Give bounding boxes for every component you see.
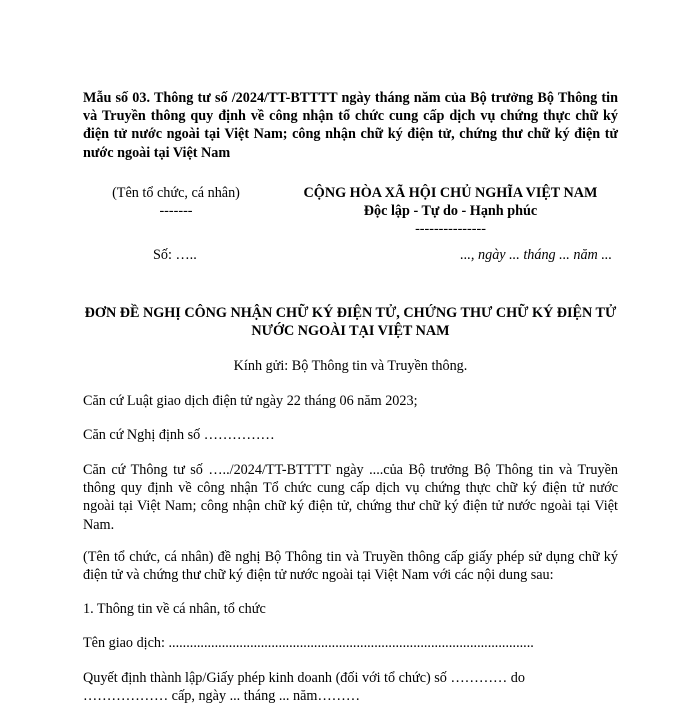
trade-name-line: Tên giao dịch: ....................................................................................................... (83, 635, 534, 651)
form-header-note: Mẫu số 03. Thông tư số /2024/TT-BTTTT ngày tháng năm của Bộ trưởng Bộ Thông tin và Truyền thông quy định về công nhận tổ chức cung cấp dịch vụ chứng thực chữ ký điện tử nước ngoài tại Việt Nam; công nhận chữ ký điện tử, chứng thư chữ ký điện tử nước ngoài tại Việt Nam (83, 90, 618, 161)
left-separator: ------- (159, 203, 193, 219)
national-motto: Độc lập - Tự do - Hạnh phúc (363, 203, 538, 219)
org-name-placeholder: (Tên tổ chức, cá nhân) (112, 185, 240, 201)
basis-decree: Căn cứ Nghị định số …………… (83, 427, 275, 443)
basis-circular: Căn cứ Thông tư số …../2024/TT-BTTTT ngày ....của Bộ trưởng Bộ Thông tin và Truyền thông quy định về công nhận Tổ chức cung cấp dịch vụ chứng thực chữ ký điện tử nước ngoài tại Việt Nam; công nhận chữ ký điện tử, chứng thư chữ ký điện tử nước ngoài tại Việt Nam. (83, 462, 618, 533)
document-number: Số: ….. (153, 247, 197, 263)
right-separator: --------------- (415, 221, 486, 237)
document-title: ĐƠN ĐỀ NGHỊ CÔNG NHẬN CHỮ KÝ ĐIỆN TỬ, CHỨNG THƯ CHỮ KÝ ĐIỆN TỬ NƯỚC NGOÀI TẠI VIỆT NAM (84, 305, 617, 340)
decision-line-2: ……………… cấp, ngày ... tháng ... năm……… (83, 688, 361, 704)
date-line: ..., ngày ... tháng ... năm ... (460, 247, 612, 263)
national-title: CỘNG HÒA XÃ HỘI CHỦ NGHĨA VIỆT NAM (303, 185, 598, 201)
recipient-line: Kính gửi: Bộ Thông tin và Truyền thông. (233, 358, 468, 374)
decision-line-1: Quyết định thành lập/Giấy phép kinh doanh (đối với tổ chức) số ………… do (83, 670, 525, 686)
basis-law: Căn cứ Luật giao dịch điện tử ngày 22 tháng 06 năm 2023; (83, 393, 418, 409)
request-paragraph: (Tên tổ chức, cá nhân) đề nghị Bộ Thông tin và Truyền thông cấp giấy phép sử dụng chữ ký điện tử và chứng thư chữ ký điện tử nước ngoài tại Việt Nam với các nội dung sau: (83, 549, 618, 584)
section-1-heading: 1. Thông tin về cá nhân, tổ chức (83, 601, 266, 617)
